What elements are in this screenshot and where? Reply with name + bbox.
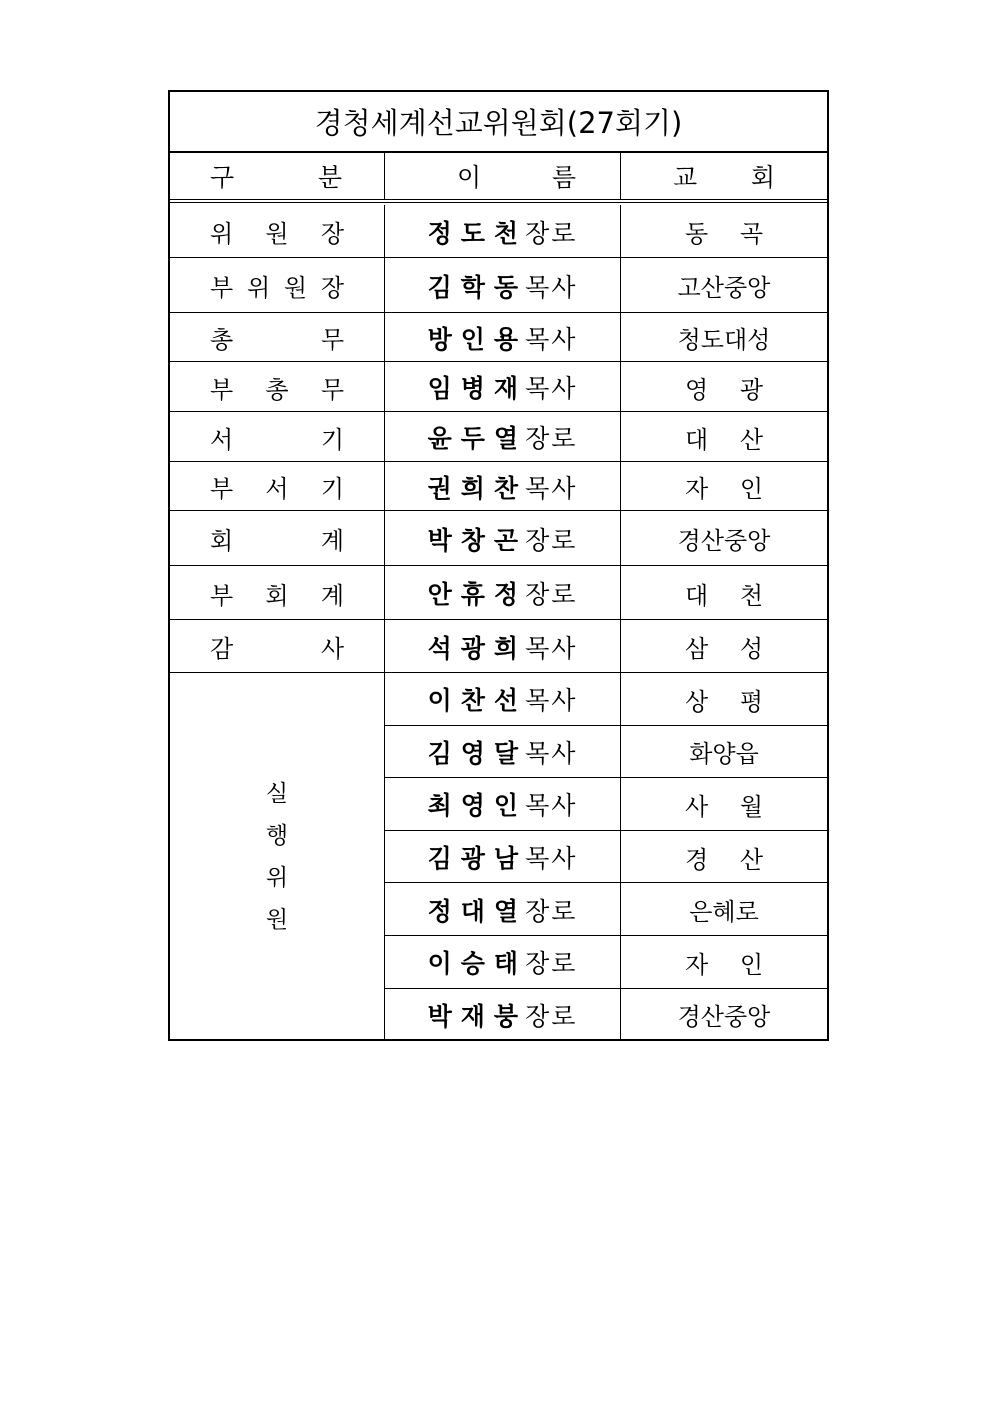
role-char: 무: [320, 326, 344, 354]
role-char: 위: [246, 274, 271, 302]
role-char: 부: [210, 375, 234, 404]
person-title: 목사: [525, 374, 578, 403]
person-name: 이승태: [427, 949, 528, 979]
header-category: [170, 153, 384, 199]
role-char: 위: [210, 220, 234, 248]
role-char: 계: [320, 581, 344, 610]
person-name: 김영달: [427, 738, 528, 768]
role-char: 계: [320, 527, 344, 555]
role-char: 무: [320, 375, 344, 404]
executive-member-row: [384, 936, 827, 989]
person-title: 목사: [525, 633, 578, 663]
role-char: 장: [320, 274, 344, 302]
role-char: 장: [320, 220, 344, 248]
church-name: 상: [685, 687, 709, 716]
church-cell: [620, 258, 827, 313]
header-church-char: 회: [750, 163, 775, 192]
church-name: 산: [739, 425, 763, 454]
name-cell: [384, 205, 620, 258]
header-church-char: 교: [673, 163, 698, 192]
officer-row: [170, 412, 827, 462]
name-cell: [384, 989, 620, 1042]
role-cell: [170, 620, 384, 673]
role-cell: [170, 412, 384, 462]
church-name: 대: [685, 425, 709, 454]
church-cell: [620, 726, 827, 779]
church-name: 천: [739, 581, 763, 610]
executive-label-char: 위: [265, 865, 289, 891]
person-title: 목사: [525, 738, 578, 768]
officer-row: [170, 362, 827, 412]
role-char: 부: [210, 581, 234, 610]
church-name: 산: [739, 845, 763, 874]
name-cell: [384, 778, 620, 831]
header-name-char: 름: [551, 163, 576, 192]
role-char: 원: [283, 274, 308, 302]
role-char: 총: [265, 375, 289, 404]
name-cell: [384, 566, 620, 620]
person-title: 장로: [525, 424, 578, 453]
church-cell: [620, 511, 827, 566]
role-cell: [170, 362, 384, 412]
name-cell: [384, 831, 620, 884]
role-char: 서: [265, 475, 289, 503]
name-cell: [384, 462, 620, 511]
church-name: 경: [685, 845, 709, 874]
role-char: 기: [320, 425, 344, 454]
name-cell: [384, 412, 620, 462]
table-title: 경청세계선교위원회(27회기): [170, 92, 827, 153]
church-name: 곡: [739, 220, 763, 248]
church-cell: [620, 362, 827, 412]
church-name: 화양읍: [689, 740, 759, 769]
church-name: 동: [685, 220, 709, 248]
person-title: 목사: [525, 324, 578, 354]
person-title: 장로: [525, 580, 578, 609]
officer-row: [170, 511, 827, 566]
officer-row: [170, 566, 827, 620]
church-cell: [620, 462, 827, 511]
executive-member-row: [384, 778, 827, 831]
church-name: 자: [685, 950, 709, 979]
church-cell: [620, 412, 827, 462]
officer-row: [170, 620, 827, 673]
person-name: 김광남: [427, 844, 528, 874]
name-cell: [384, 673, 620, 726]
role-cell: [170, 258, 384, 313]
name-cell: [384, 883, 620, 936]
role-char: 부: [210, 274, 234, 302]
executive-member-row: [384, 726, 827, 779]
church-name: 인: [739, 950, 763, 979]
person-title: 목사: [525, 844, 578, 874]
church-name: 자: [685, 475, 709, 503]
role-char: 부: [210, 475, 234, 503]
executive-members-label: [170, 673, 384, 1041]
church-name: 사: [685, 792, 709, 821]
church-name: 인: [739, 475, 763, 503]
role-cell: [170, 313, 384, 362]
church-cell: [620, 936, 827, 989]
header-name: [384, 153, 620, 199]
role-char: 사: [320, 635, 344, 663]
executive-label-char: 원: [265, 907, 289, 933]
person-name: 김학동: [427, 272, 528, 302]
church-cell: [620, 989, 827, 1042]
name-cell: [384, 362, 620, 412]
person-name: 박창곤: [427, 525, 528, 555]
role-char: 회: [265, 581, 289, 610]
person-name: 정대열: [427, 896, 528, 926]
church-cell: [620, 566, 827, 620]
executive-member-row: [384, 673, 827, 726]
role-char: 총: [210, 326, 234, 354]
officer-row: [170, 313, 827, 362]
role-char: 기: [320, 475, 344, 503]
executive-member-row: [384, 989, 827, 1042]
person-title: 장로: [525, 896, 578, 926]
church-name: 영: [685, 375, 709, 404]
church-name: 경산중앙: [677, 1003, 771, 1032]
officer-row: [170, 258, 827, 313]
church-name: 경산중앙: [677, 527, 771, 555]
name-cell: [384, 313, 620, 362]
officer-row: [170, 205, 827, 258]
person-name: 방인용: [427, 324, 528, 354]
person-name: 권희찬: [427, 473, 528, 503]
person-name: 임병재: [427, 374, 528, 403]
role-char: 원: [265, 220, 289, 248]
name-cell: [384, 726, 620, 779]
person-title: 장로: [525, 1001, 578, 1031]
role-char: 회: [210, 527, 234, 555]
church-cell: [620, 205, 827, 258]
name-cell: [384, 258, 620, 313]
church-cell: [620, 778, 827, 831]
committee-table: [168, 90, 829, 1041]
church-name: 월: [739, 792, 763, 821]
person-name: 정도천: [427, 218, 528, 248]
person-title: 장로: [525, 218, 578, 248]
church-name: 성: [739, 635, 763, 663]
person-name: 최영인: [427, 791, 528, 821]
church-name: 대: [685, 581, 709, 610]
header-category-char: 분: [317, 163, 342, 192]
name-cell: [384, 511, 620, 566]
table-header-row: [170, 153, 827, 203]
church-name: 삼: [685, 635, 709, 663]
church-name: 청도대성: [677, 326, 771, 354]
church-name: 고산중앙: [677, 274, 771, 302]
person-title: 목사: [525, 686, 578, 716]
role-cell: [170, 462, 384, 511]
header-name-char: 이: [457, 163, 482, 192]
person-title: 목사: [525, 272, 578, 302]
role-cell: [170, 566, 384, 620]
person-name: 이찬선: [427, 686, 528, 716]
name-cell: [384, 936, 620, 989]
executive-member-row: [384, 883, 827, 936]
church-cell: [620, 620, 827, 673]
executive-member-row: [384, 831, 827, 884]
person-name: 석광희: [427, 633, 528, 663]
person-title: 장로: [525, 525, 578, 555]
church-cell: [620, 673, 827, 726]
executive-label-char: 실: [265, 781, 289, 807]
person-name: 박재붕: [427, 1001, 528, 1031]
person-name: 안휴정: [427, 580, 528, 609]
role-cell: [170, 205, 384, 258]
church-cell: [620, 883, 827, 936]
role-char: 감: [210, 635, 234, 663]
person-name: 윤두열: [427, 424, 528, 453]
name-cell: [384, 620, 620, 673]
officer-row: [170, 462, 827, 511]
church-cell: [620, 313, 827, 362]
church-cell: [620, 831, 827, 884]
person-title: 장로: [525, 949, 578, 979]
header-category-char: 구: [210, 163, 235, 192]
church-name: 광: [739, 375, 763, 404]
executive-label-char: 행: [265, 823, 289, 849]
role-char: 서: [210, 425, 234, 454]
person-title: 목사: [525, 473, 578, 503]
person-title: 목사: [525, 791, 578, 821]
church-name: 은혜로: [689, 898, 759, 927]
role-cell: [170, 511, 384, 566]
header-church: [620, 153, 827, 199]
church-name: 평: [739, 687, 763, 716]
